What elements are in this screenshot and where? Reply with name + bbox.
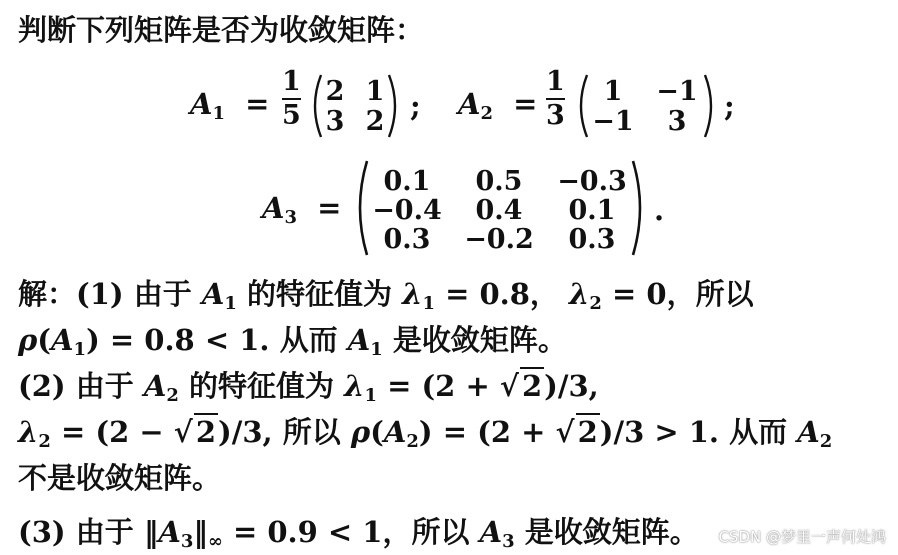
matrix-a2-coefficient: $\frac{1}{3}$ (546, 66, 565, 132)
solution-line-6: (3) 由于 $‖A_3‖_\infty = 0.9 < 1$，所以 $A_3$ 是收敛矩阵。 (18, 515, 699, 553)
watermark: CSDN @梦里一声何处鸿 (718, 528, 886, 546)
matrix-a3 (352, 160, 648, 256)
matrix-cell: −0.3 (557, 166, 627, 197)
matrix-a2-separator: ; (724, 89, 735, 123)
matrix-a1-coefficient: $\frac{1}{5}$ (282, 66, 301, 132)
matrix-cell: 3 (325, 106, 345, 137)
matrix-cell: 2 (325, 76, 345, 107)
solution-line-5: 不是收敛矩阵。 (18, 461, 222, 495)
matrix-a3-period: . (654, 193, 665, 227)
matrix-a1-separator: ; (410, 89, 421, 123)
matrix-cell: 0.3 (568, 224, 616, 255)
matrix-cell: −1 (656, 76, 698, 107)
matrix-a1-label: $A_1$ = (190, 87, 270, 125)
matrix-cell: 3 (667, 106, 687, 137)
matrix-cell: 0.1 (383, 166, 431, 197)
sqrt-symbol: √ 2 (555, 415, 598, 449)
matrix-a2-label: $A_2$ = (458, 87, 538, 125)
matrix-cell: 1 (365, 76, 385, 107)
matrix-a2 (574, 74, 718, 138)
matrix-cell: 1 (603, 76, 623, 107)
matrix-cell: 0.5 (475, 166, 523, 197)
matrix-cell: 0.1 (568, 195, 616, 226)
solution-line-1: 解：(1) 由于 $A_1$ 的特征值为 $\lambda_1 = 0.8$， $\lambda_2 = 0$，所以 (18, 277, 754, 315)
matrix-cell: 2 (365, 106, 385, 137)
matrix-cell: 0.3 (383, 224, 431, 255)
matrix-cell: 0.4 (475, 195, 523, 226)
sqrt-symbol: √ 2 (499, 369, 543, 403)
solution-line-3: (2) 由于 $A_2$ 的特征值为 $\lambda_1 = (2$ + √ 2)/3, (18, 369, 599, 407)
matrix-a3-label: $A_3$ = (262, 191, 342, 229)
solution-line-4: $\lambda_2 = (2$ − √ 2)/3, 所以 $\rho(A_2) = (2$ + √ 2)/3 > 1. 从而 $A_2$ (18, 415, 833, 453)
matrix-cell: −0.2 (464, 224, 534, 255)
matrix-a1 (308, 74, 402, 138)
matrix-cell: −1 (592, 106, 634, 137)
sqrt-symbol: √ 2 (173, 415, 217, 449)
solution-line-2: $\rho(A_1) = 0.8 < 1$. 从而 $A_1$ 是收敛矩阵。 (18, 323, 567, 361)
matrix-cell: −0.4 (372, 195, 442, 226)
heading: 判断下列矩阵是否为收敛矩阵： (18, 13, 425, 47)
